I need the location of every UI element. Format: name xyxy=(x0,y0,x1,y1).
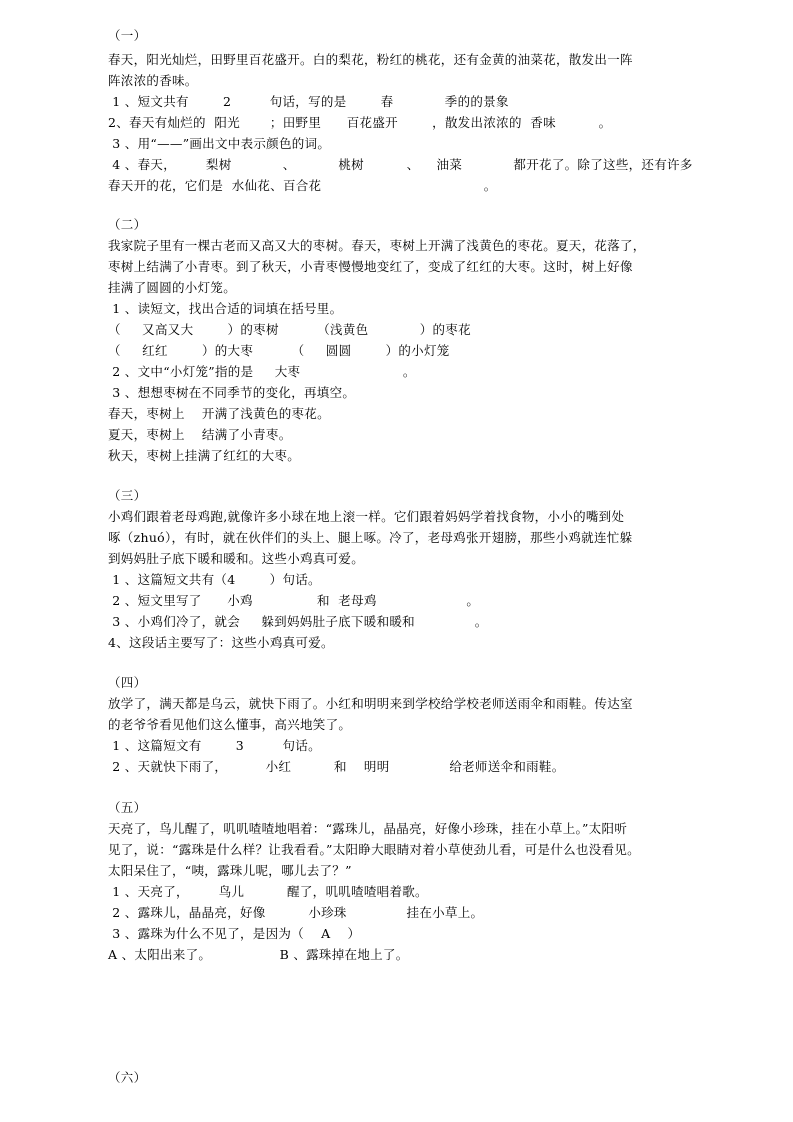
section-3-question-3: 3 、小鸡们冷了，就会 躲到妈妈肚子底下暖和暖和 。 xyxy=(108,614,488,629)
section-2-passage-line: 挂满了圆圆的小灯笼。 xyxy=(108,280,237,295)
section-3-question-4: 4、这段话主要写了：这些小鸡真可爱。 xyxy=(108,635,334,650)
section-4-question-1: 1 、这篇短文有 3 句话。 xyxy=(108,738,321,753)
section-2-question-3: 3 、想想枣树在不同季节的变化，再填空。 xyxy=(108,385,356,400)
section-4-passage-line: 的老爷爷看见他们这么懂事，高兴地笑了。 xyxy=(108,717,352,732)
section-2-passage-line: 枣树上结满了小青枣。到了秋天，小青枣慢慢地变红了，变成了红红的大枣。这时，树上好像 xyxy=(108,259,633,274)
section-2-answer-spring: 春天，枣树上 开满了浅黄色的枣花。 xyxy=(108,406,330,421)
section-1-question-4-cont: 春天开的花，它们是 水仙花、百合花 。 xyxy=(108,178,497,193)
section-4-question-2: 2 、天就快下雨了， 小红 和 明明 给老师送伞和雨鞋。 xyxy=(108,759,565,774)
section-3-heading: （三） xyxy=(108,488,147,503)
section-5-heading: （五） xyxy=(108,800,147,815)
section-5-question-3: 3 、露珠为什么不见了，是因为（ A ） xyxy=(108,926,361,941)
section-2-passage-line: 我家院子里有一棵古老而又高又大的枣树。春天，枣树上开满了浅黄色的枣花。夏天，花落了， xyxy=(108,238,646,253)
section-6-heading: （六） xyxy=(108,1070,147,1085)
section-1-question-2: 2、春天有灿烂的 阳光 ；田野里 百花盛开 ，散发出浓浓的 香味 。 xyxy=(108,115,612,130)
section-4-heading: （四） xyxy=(108,675,147,690)
section-1-passage-line: 春天，阳光灿烂，田野里百花盛开。白的梨花，粉红的桃花，还有金黄的油菜花，散发出一阵 xyxy=(108,52,633,67)
section-3-passage-line: 小鸡们跟着老母鸡跑,就像许多小球在地上滚一样。它们跟着妈妈学着找食物，小小的嘴到处 xyxy=(108,509,625,524)
section-1-question-1: 1 、短文共有 2 句话，写的是 春 季的的景象 xyxy=(108,94,509,109)
section-2-question-1: 1 、读短文，找出合适的词填在括号里。 xyxy=(108,301,343,316)
section-5-options: A 、太阳出来了。 B 、露珠掉在地上了。 xyxy=(108,947,409,962)
section-5-passage-line: 太阳呆住了，“咦，露珠儿呢，哪儿去了？” xyxy=(108,863,352,878)
section-1-heading: （一） xyxy=(108,28,147,43)
section-2-answer-row: （ 又高又大 ）的枣树 （浅黄色 ）的枣花 xyxy=(108,322,471,337)
section-3-question-1: 1 、这篇短文共有（4 ）句话。 xyxy=(108,572,321,587)
section-1-question-3: 3 、用“——”画出文中表示颜色的词。 xyxy=(108,136,331,151)
section-2-answer-autumn: 秋天，枣树上挂满了红红的大枣。 xyxy=(108,448,301,463)
section-3-passage-line: 啄（zhuó），有时，就在伙伴们的头上、腿上啄。冷了，老母鸡张开翅膀，那些小鸡就连忙躲 xyxy=(108,530,633,545)
section-5-question-1: 1 、天亮了， 鸟儿 醒了，叽叽喳喳唱着歌。 xyxy=(108,884,428,899)
section-1-question-4: 4 、春天， 梨树 、 桃树 、 油菜 都开花了。除了这些，还有许多 xyxy=(108,157,693,172)
section-2-question-2: 2 、文中“小灯笼”指的是 大枣 。 xyxy=(108,364,416,379)
section-2-answer-summer: 夏天，枣树上 结满了小青枣。 xyxy=(108,427,292,442)
section-5-passage-line: 天亮了，鸟儿醒了，叽叽喳喳地唱着：“露珠儿，晶晶亮，好像小珍珠，挂在小草上。”太阳听 xyxy=(108,821,628,836)
section-5-question-2: 2 、露珠儿，晶晶亮，好像 小珍珠 挂在小草上。 xyxy=(108,905,484,920)
section-3-passage-line: 到妈妈肚子底下暖和暖和。这些小鸡真可爱。 xyxy=(108,551,365,566)
section-5-passage-line: 见了，说：“露珠是什么样？让我看看。”太阳睁大眼睛对着小草使劲儿看，可是什么也没看见。 xyxy=(108,842,640,857)
section-3-question-2: 2 、短文里写了 小鸡 和 老母鸡 。 xyxy=(108,593,480,608)
section-4-passage-line: 放学了，满天都是乌云，就快下雨了。小红和明明来到学校给学校老师送雨伞和雨鞋。传达室 xyxy=(108,696,633,711)
section-1-passage-line: 阵浓浓的香味。 xyxy=(108,73,198,88)
section-2-heading: （二） xyxy=(108,217,147,232)
section-2-answer-row: （ 红红 ）的大枣 （ 圆圆 ）的小灯笼 xyxy=(108,343,450,358)
